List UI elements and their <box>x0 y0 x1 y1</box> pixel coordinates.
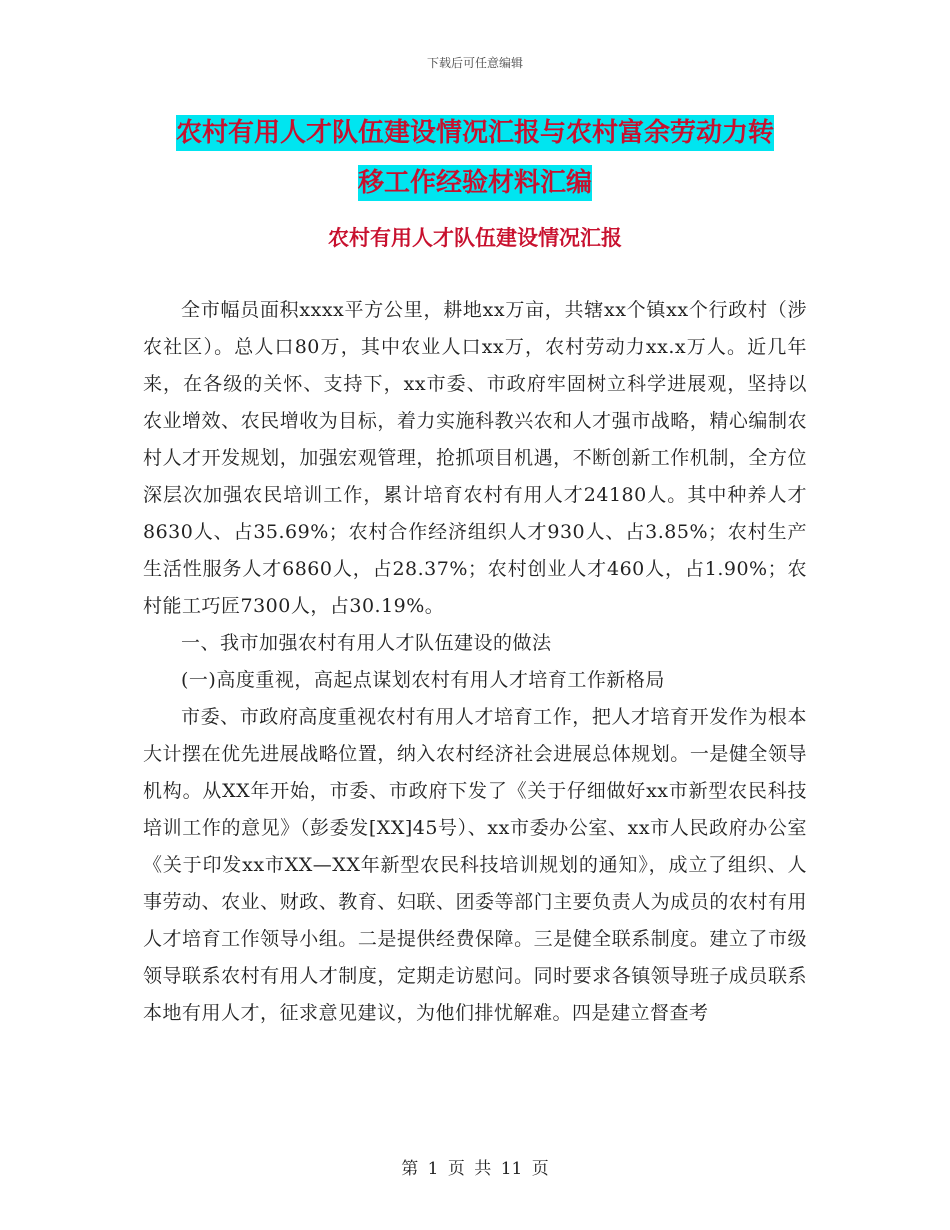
document-title <box>0 108 950 208</box>
page-number-footer: 第 1 页 共 11 页 <box>401 1159 549 1179</box>
body-paragraph-2: 市委、市政府高度重视农村有用人才培育工作，把人才培育开发作为根本大计摆在优先进展战略位置，纳入农村经济社会进展总体规划。一是健全领导机构。从XX年开始，市委、市政府下发了《关于仔细做好xx市新型农民科技培训工作的意见》（彭委发[XX]45号）、xx市委办公室、xx市人民政府办公室《关于印发xx市XX—XX年新型农民科技培训规划的通知》，成立了组织、人事劳动、农业、财政、教育、妇联、团委等部门主要负责人为成员的农村有用人才培育工作领导小组。二是提供经费保障。三是健全联系制度。建立了市级领导联系农村有用人才制度，定期走访慰问。同时要求各镇领导班子成员联系本地有用人才，征求意见建议，为他们排忧解难。四是建立督查考 <box>143 706 807 1024</box>
page-header-note: 下载后可任意编辑 <box>426 56 523 70</box>
section-title: 农村有用人才队伍建设情况汇报 <box>328 226 622 250</box>
document-body <box>143 292 807 1032</box>
document-title-line-2: 移工作经验材料汇编 <box>358 165 592 201</box>
body-paragraph-intro: 全市幅员面积xxxx平方公里，耕地xx万亩，共辖xx个镇xx个行政村（涉农社区）。总人口80万，其中农业人口xx万，农村劳动力xx.x万人。近几年来，在各级的关怀、支持下，xx市委、市政府牢固树立科学进展观，坚持以农业增效、农民增收为目标，着力实施科教兴农和人才强市战略，精心编制农村人才开发规划，加强宏观管理，抢抓项目机遇，不断创新工作机制，全方位深层次加强农民培训工作，累计培育农村有用人才24180人。其中种养人才8630人、占35.69%；农村合作经济组织人才930人、占3.85%；农村生产生活性服务人才6860人，占28.37%；农村创业人才460人，占1.90%；农村能工巧匠7300人，占30.19%。 <box>143 299 807 617</box>
document-title-line-1: 农村有用人才队伍建设情况汇报与农村富余劳动力转 <box>176 115 774 151</box>
body-subheading-1: (一)高度重视，高起点谋划农村有用人才培育工作新格局 <box>181 669 665 691</box>
body-heading-1: 一、我市加强农村有用人才队伍建设的做法 <box>181 632 552 654</box>
